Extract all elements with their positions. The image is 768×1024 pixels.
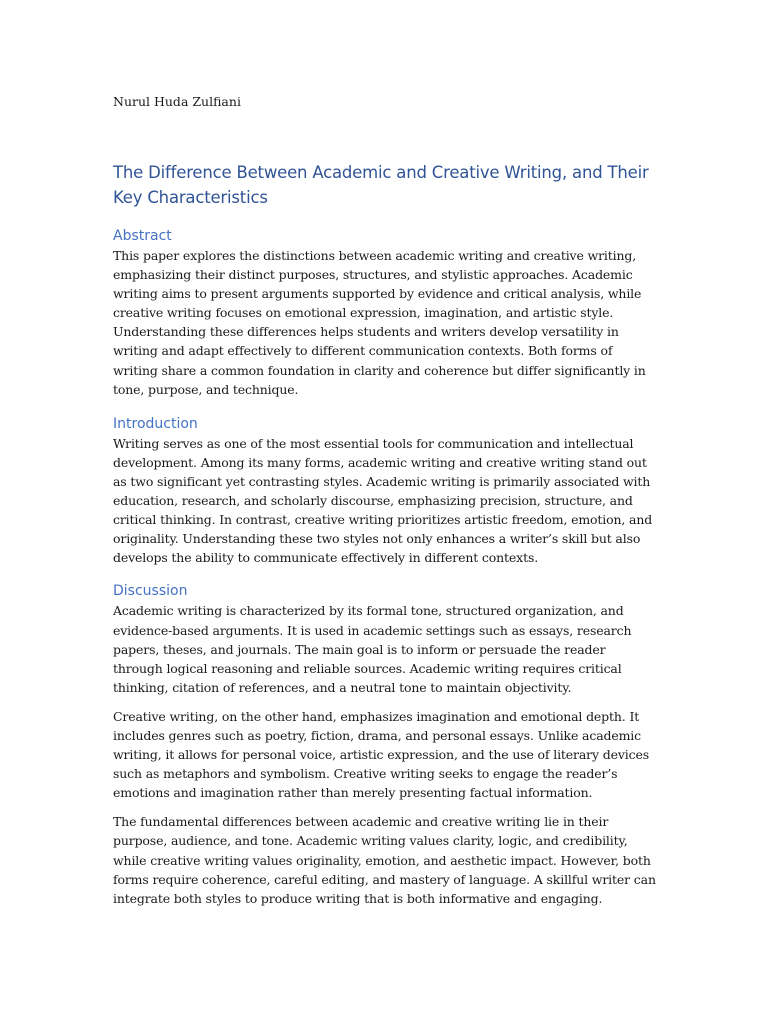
abstract-paragraph: This paper explores the distinctions between academic writing and creative writing, emphasizing their distinct purposes, structures, and stylistic approaches. Academic writing aims to present arguments supported by evidence and critical analysis, while creative writing focuses on emotional expression, imagination, and artistic style. Understanding these differences helps students and writers develop versatility in writing and adapt effectively to different communication contexts. Both forms of writing share a common foundation in clarity and coherence but differ significantly in tone, purpose, and technique. bbox=[113, 248, 646, 397]
discussion-paragraph-creative: Creative writing, on the other hand, emphasizes imagination and emotional depth. It includes genres such as poetry, fiction, drama, and personal essays. Unlike academic writing, it allows for personal voice, artistic expression, and the use of literary devices such as metaphors and symbolism. Creative writing seeks to engage the reader’s emotions and imagination rather than merely presenting factual information. bbox=[113, 708, 649, 801]
discussion-paragraph-differences: The fundamental differences between academic and creative writing lie in their purpose, audience, and tone. Academic writing values clarity, logic, and credibility, while creative writing values originality, emotion, and aesthetic impact. However, both forms require coherence, careful editing, and mastery of language. A skillful writer can integrate both styles to produce writing that is both informative and engaging. bbox=[113, 814, 656, 906]
discussion-section bbox=[113, 581, 658, 907]
author-name: Nurul Huda Zulfiani bbox=[113, 94, 241, 109]
introduction-paragraph: Writing serves as one of the most essential tools for communication and intellectual development. Among its many forms, academic writing and creative writing stand out as two significant yet contrasting styles. Academic writing is primarily associated with education, research, and scholarly discourse, emphasizing precision, structure, and critical thinking. In contrast, creative writing prioritizes artistic freedom, emotion, and originality. Understanding these two styles not only enhances a writer’s skill but also develops the ability to communicate effectively in different contexts. bbox=[113, 435, 653, 566]
abstract-heading: Abstract bbox=[113, 228, 172, 244]
document-title: The Difference Between Academic and Creative Writing, and Their Key Characteristics bbox=[113, 163, 649, 207]
introduction-section bbox=[113, 414, 658, 568]
introduction-heading: Introduction bbox=[113, 415, 198, 432]
discussion-heading: Discussion bbox=[113, 583, 188, 600]
abstract-section bbox=[113, 226, 658, 399]
discussion-paragraph-academic: Academic writing is characterized by its formal tone, structured organization, and evidence-based arguments. It is used in academic settings such as essays, research papers, theses, and journals. The main goal is to inform or persuade the reader through logical reasoning and reliable sources. Academic writing requires critical thinking, citation of references, and a neutral tone to maintain objectivity. bbox=[113, 603, 632, 695]
